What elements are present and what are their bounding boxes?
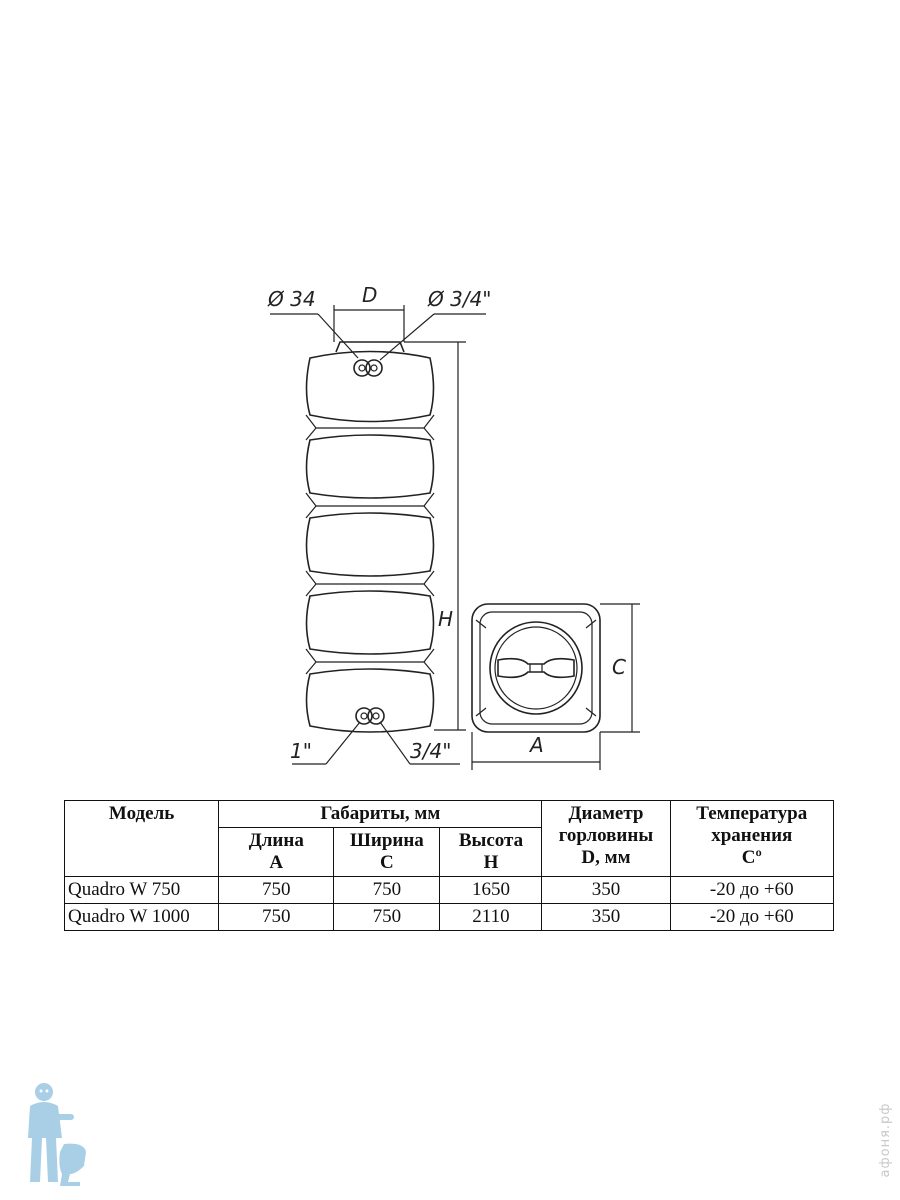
label-34inch: 3/4" xyxy=(410,739,452,763)
cell-h: 2110 xyxy=(440,904,542,931)
temp-line1: Температура xyxy=(696,803,808,824)
c-dimension xyxy=(600,604,640,732)
header-neck xyxy=(542,801,670,877)
label-d: D xyxy=(362,283,378,307)
watermark: афоня.рф xyxy=(878,1102,893,1178)
tank-side-view xyxy=(306,342,434,732)
a-dimension xyxy=(472,732,600,770)
tank-top-view xyxy=(472,604,600,732)
header-temp xyxy=(670,801,834,877)
label-o34-inch: Ø 3/4" xyxy=(428,287,492,311)
label-o34: Ø 34 xyxy=(268,287,316,311)
cell-a: 750 xyxy=(219,904,334,931)
spec-table xyxy=(64,800,834,931)
temp-line3: Cº xyxy=(741,847,762,868)
temp-line2: хранения xyxy=(711,825,793,846)
table-header-row-1 xyxy=(65,801,834,828)
cell-temp: -20 до +60 xyxy=(670,904,834,931)
cell-d: 350 xyxy=(542,877,670,904)
d-dimension xyxy=(334,283,404,342)
header-dimensions: Габариты, мм xyxy=(219,801,542,828)
cell-c: 750 xyxy=(334,877,440,904)
cell-model: Quadro W 1000 xyxy=(65,904,219,931)
cell-a: 750 xyxy=(219,877,334,904)
header-length: Длина A xyxy=(219,828,334,877)
table-row xyxy=(65,877,834,904)
label-c: C xyxy=(612,655,626,679)
label-a: A xyxy=(530,733,544,757)
label-1inch: 1" xyxy=(290,739,312,763)
neck-line2: горловины xyxy=(558,825,654,846)
header-width: Ширина C xyxy=(334,828,440,877)
cell-c: 750 xyxy=(334,904,440,931)
header-model: Модель xyxy=(65,801,219,877)
neck-line3: D, мм xyxy=(581,847,631,868)
cell-h: 1650 xyxy=(440,877,542,904)
bottom-leaders xyxy=(290,722,460,764)
label-h: H xyxy=(438,607,454,631)
neck-line1: Диаметр xyxy=(568,803,644,824)
header-height: Высота H xyxy=(440,828,542,877)
cell-d: 350 xyxy=(542,904,670,931)
table-row xyxy=(65,904,834,931)
cell-temp: -20 до +60 xyxy=(670,877,834,904)
cell-model: Quadro W 750 xyxy=(65,877,219,904)
plumber-figure-icon xyxy=(24,1078,92,1190)
